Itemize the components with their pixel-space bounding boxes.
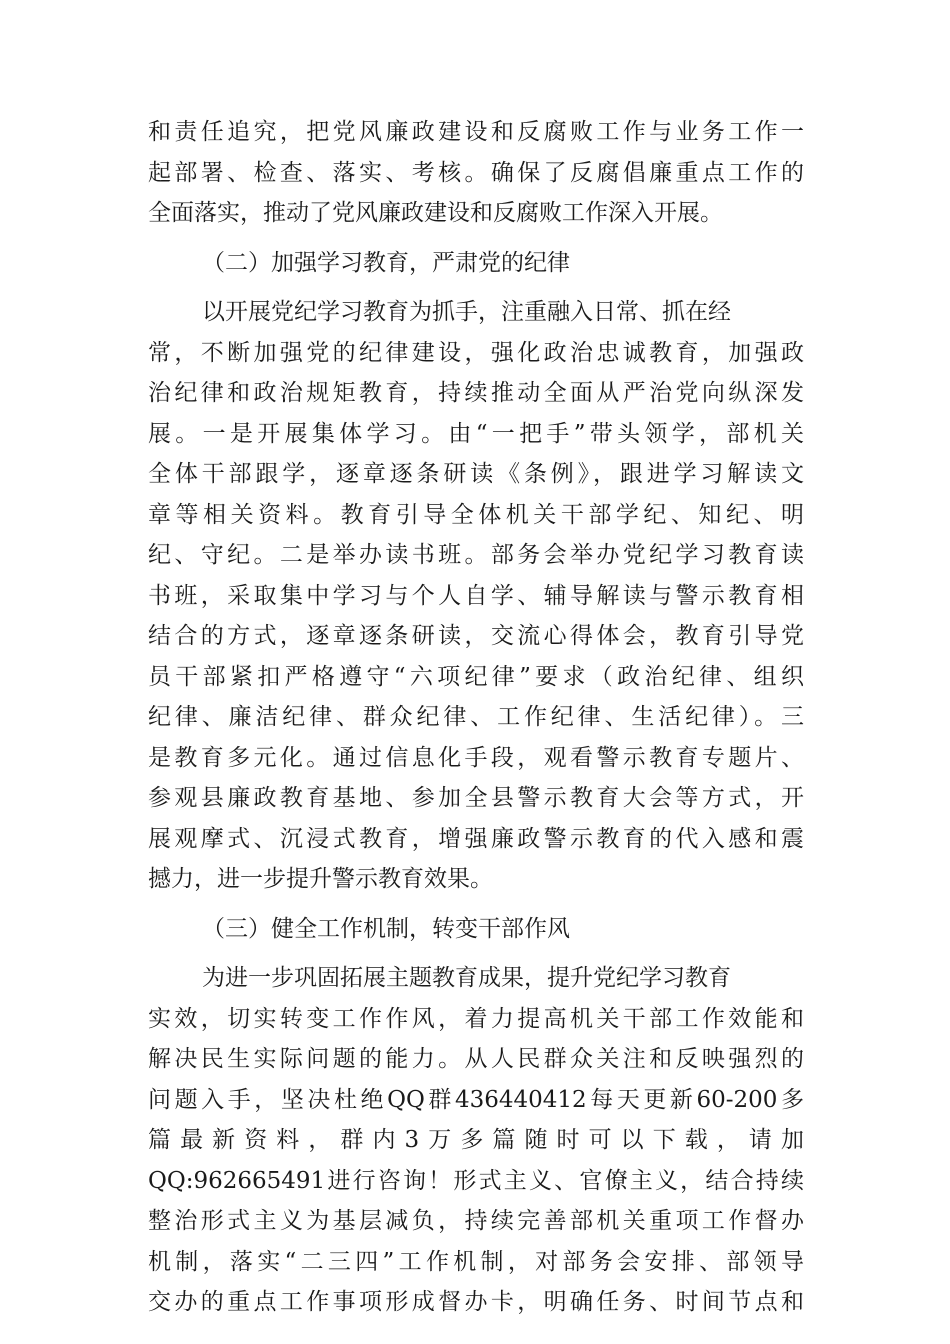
paragraph-first-line-text: 为进一步巩固拓展主题教育成果，提升党纪学习教育	[202, 965, 731, 991]
paragraph-line: 问题入手，坚决杜绝QQ群436440412每天更新60-200多	[148, 1086, 804, 1113]
paragraph-line: 篇最新资料，群内3万多篇随时可以下载，请加	[148, 1127, 804, 1153]
paragraph-line: 纪律、廉洁纪律、群众纪律、工作纪律、生活纪律）。三	[148, 704, 804, 730]
paragraph-line: 解决民生实际问题的能力。从人民群众关注和反映强烈的	[148, 1046, 804, 1072]
paragraph-line: 常，不断加强党的纪律建设，强化政治忠诚教育，加强政	[148, 339, 804, 366]
section-heading: （二）加强学习教育，严肃党的纪律	[202, 249, 570, 276]
paragraph-line: 撼力，进一步提升警示教育效果。	[148, 866, 493, 892]
paragraph-line: QQ:962665491进行咨询！形式主义、官僚主义，结合持续	[148, 1167, 804, 1194]
paragraph-line	[148, 292, 804, 333]
paragraph-line: 全体干部跟学，逐章逐条研读《条例》，跟进学习解读文	[148, 461, 804, 487]
paragraph-line	[148, 958, 804, 999]
paragraph-line: 书班，采取集中学习与个人自学、辅导解读与警示教育相	[148, 582, 804, 609]
paragraph-gap	[148, 949, 804, 958]
paragraph-line: 起部署、检查、落实、考核。确保了反腐倡廉重点工作的	[148, 159, 804, 186]
paragraph-line: 是教育多元化。通过信息化手段，观看警示教育专题片、	[148, 744, 804, 771]
paragraph-line: 机制，落实“二三四”工作机制，对部务会安排、部领导	[148, 1248, 804, 1275]
paragraph-line: 参观县廉政教育基地、参加全县警示教育大会等方式，开	[148, 785, 804, 811]
paragraph-line: 全面落实，推动了党风廉政建设和反腐败工作深入开展。	[148, 200, 723, 226]
paragraph-line: 结合的方式，逐章逐条研读，交流心得体会，教育引导党	[148, 623, 804, 649]
paragraph-gap	[148, 900, 804, 909]
paragraph-line: 整治形式主义为基层减负，持续完善部机关重项工作督办	[148, 1208, 804, 1234]
paragraph-line: 员干部紧扣严格遵守“六项纪律”要求（政治纪律、组织	[148, 663, 804, 690]
section-heading: （三）健全工作机制，转变干部作风	[202, 915, 570, 942]
paragraph-line: 和责任追究，把党风廉政建设和反腐败工作与业务工作一	[148, 119, 804, 145]
paragraph-line: 展。一是开展集体学习。由“一把手”带头领学，部机关	[148, 420, 804, 447]
paragraph-gap	[148, 234, 804, 243]
paragraph-line: 展观摩式、沉浸式教育，增强廉政警示教育的代入感和震	[148, 825, 804, 852]
paragraph-line: 纪、守纪。二是举办读书班。部务会举办党纪学习教育读	[148, 542, 804, 568]
paragraph-line: 章等相关资料。教育引导全体机关干部学纪、知纪、明	[148, 501, 804, 528]
paragraph-gap	[148, 283, 804, 292]
paragraph-line: 治纪律和政治规矩教育，持续推动全面从严治党向纵深发	[148, 380, 804, 406]
document-body	[148, 112, 804, 1323]
paragraph-line: 实效，切实转变工作作风，着力提高机关干部工作效能和	[148, 1005, 804, 1032]
paragraph-first-line-text: 以开展党纪学习教育为抓手，注重融入日常、抓在经	[202, 299, 731, 325]
paragraph-line: 交办的重点工作事项形成督办卡，明确任务、时间节点和	[148, 1289, 804, 1315]
